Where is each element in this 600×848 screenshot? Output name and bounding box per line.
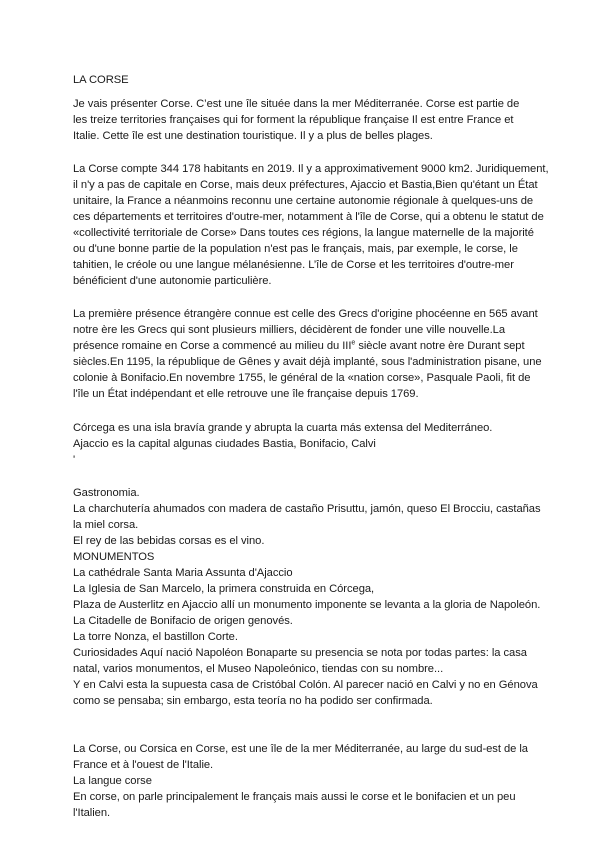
- monuments-heading: MONUMENTOS: [73, 551, 155, 563]
- population-line: il n'y a pas de capitale en Corse, mais deux préfectures, Ajaccio et Bastia,Bien qu'étant un État: [73, 179, 538, 191]
- monument-line: La cathédrale Santa Maria Assunta d'Ajaccio: [73, 567, 293, 579]
- closing-line: l'Italien.: [73, 807, 111, 819]
- spanish-line: Ajaccio es la capital algunas ciudades Bastia, Bonifacio, Calvi: [73, 438, 376, 450]
- history-text: présence romaine en Corse a commencé au milieu du III: [73, 340, 352, 352]
- history-line: notre ère les Grecs qui sont plusieurs milliers, décidèrent de fonder une ville nouvelle.La: [73, 324, 505, 336]
- page-title: LA CORSE: [73, 74, 129, 86]
- history-line: colonie à Bonifacio.En novembre 1755, le général de la «nation corse», Pasquale Paoli, fit de: [73, 372, 531, 384]
- monument-line: La Iglesia de San Marcelo, la primera construida en Córcega,: [73, 583, 375, 595]
- century-superscript: e: [351, 339, 356, 347]
- history-text: siècle avant notre ère Durant sept: [355, 340, 525, 352]
- population-line: La Corse compte 344 178 habitants en 2019. Il y a approximativement 9000 km2. Juridiquement,: [73, 163, 549, 175]
- population-line: ou d'une bonne partie de la population n'est pas le français, mais, par exemple, le corse, le: [73, 243, 518, 255]
- gastronomy-line: La charchutería ahumados con madera de castaño Prisuttu, jamón, queso El Brocciu, castañas: [73, 503, 541, 515]
- population-line: ces départements et territoires d'outre-mer, notamment à l'île de Corse, qui a obtenu le statut de: [73, 211, 544, 223]
- history-line: [73, 340, 525, 353]
- population-line: unitaire, la France a néanmoins reconnu une certaine autonomie régionale à quelques-uns de: [73, 195, 534, 207]
- gastronomy-line: Gastronomia.: [73, 487, 140, 499]
- gastronomy-line: El rey de las bebidas corsas es el vino.: [73, 535, 265, 547]
- population-line: bénéficient d'une autonomie particulière.: [73, 275, 272, 287]
- intro-line: les treize territories françaises qui for forment la république française Il est entre France et: [73, 114, 514, 126]
- closing-line: La Corse, ou Corsica en Corse, est une île de la mer Méditerranée, au large du sud-est de la: [73, 743, 528, 755]
- curiosities-line: Curiosidades Aquí nació Napoléon Bonaparte su presencia se nota por todas partes: la casa: [73, 647, 527, 659]
- curiosities-line: natal, varios monumentos, el Museo Napoleónico, tiendas con su nombre...: [73, 663, 444, 675]
- closing-line: France et à l'ouest de l'Italie.: [73, 759, 214, 771]
- monument-line: Plaza de Austerlitz en Ajaccio allí un monumento imponente se levanta a la gloria de Napoleón.: [73, 599, 541, 611]
- gastronomy-line: la miel corsa.: [73, 519, 139, 531]
- language-heading: La langue corse: [73, 775, 152, 787]
- intro-line: Italie. Cette île est une destination touristique. Il y a plus de belles plages.: [73, 130, 433, 142]
- history-line: l'île un État indépendant et elle retrouve une île française depuis 1769.: [73, 388, 419, 400]
- population-line: «collectivité territoriale de Corse» Dans toutes ces régions, la langue maternelle de la majorité: [73, 227, 534, 239]
- closing-line: En corse, on parle principalement le français mais aussi le corse et le bonifacien et un peu: [73, 791, 516, 803]
- history-line: La première présence étrangère connue est celle des Grecs d'origine phocéenne en 565 avant: [73, 308, 538, 320]
- monument-line: La torre Nonza, el bastillon Corte.: [73, 631, 238, 643]
- population-line: tahitien, le créole ou une langue mélanésienne. L’île de Corse et les territoires d'outre-mer: [73, 259, 514, 271]
- intro-line: Je vais présenter Corse. C’est une île située dans la mer Méditerranée. Corse est partie de: [73, 98, 520, 110]
- spanish-line: Córcega es una isla bravía grande y abrupta la cuarta más extensa del Mediterráneo.: [73, 422, 493, 434]
- spanish-line: ': [73, 454, 76, 466]
- curiosities-line: como se pensaba; sin embargo, esta teoría no ha podido ser confirmada.: [73, 695, 433, 707]
- monument-line: La Citadelle de Bonifacio de origen genovés.: [73, 615, 293, 627]
- history-line: siècles.En 1195, la république de Gênes y avait déjà implanté, sous l'administration pisane, une: [73, 356, 542, 368]
- curiosities-line: Y en Calvi esta la supuesta casa de Cristóbal Colón. Al parecer nació en Calvi y no en Génova: [73, 679, 538, 691]
